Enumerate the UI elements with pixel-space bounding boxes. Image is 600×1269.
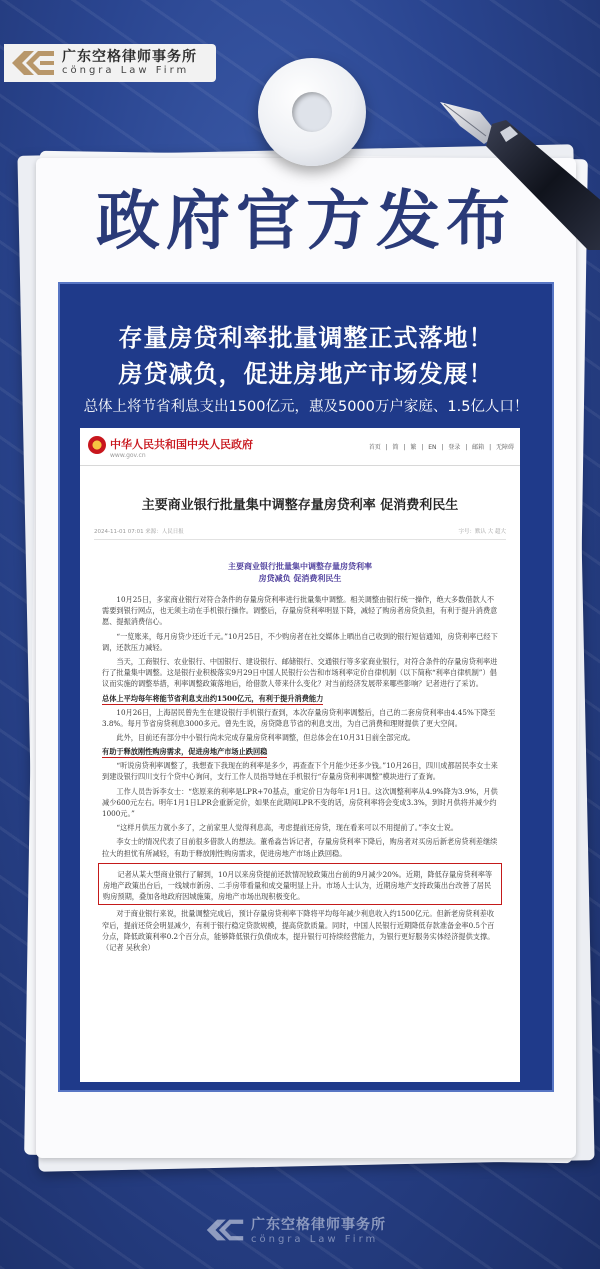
paragraph: 李女士的情况代表了目前很多借款人的想法。董希淼告诉记者，存量房贷利率下降后，购房者对买房后新老房贷利差继续拉大的担忧有所减轻，有助于释放刚性购房需求，促进房地产市场止跌回稳。 (102, 837, 498, 858)
panel-title-line-2: 房贷减负，促进房地产市场发展！ (118, 360, 494, 388)
paragraph: “听说房贷利率调整了，我想查下我现在的利率是多少，再查查下个月能少还多少钱。”10月26日，四川成都居民李女士来到建设银行四川支行个贷中心询问，支行工作人员指导她在手机银行“存量房贷利率调整”模块进行了查询。 (102, 761, 498, 782)
panel-summary: 总体上将节省利息支出1500亿元，惠及5000万户家庭、1.5亿人口！ (83, 399, 529, 415)
site-name: 中华人民共和国中央人民政府 (110, 438, 253, 451)
article-subtitle (80, 560, 520, 584)
article-title: 主要商业银行批量集中调整存量房贷利率 促消费利民生 (141, 498, 459, 513)
article-source: 2024-11-01 07:01 来源：人民日报 (94, 529, 184, 535)
headline: 政府官方发布 (96, 185, 516, 259)
news-article-screenshot (80, 428, 520, 1082)
logo-mark-icon (10, 48, 56, 78)
footer-logo (205, 1214, 386, 1245)
brand-logo (4, 44, 216, 82)
paragraph: “这样月供压力就小多了，之前家里人觉得利息高，考虑提前还房贷，现在看来可以不用提前了。”李女士说。 (116, 823, 458, 833)
site-nav[interactable]: 首页 | 简 | 繁 | EN | 登录 | 邮箱 | 无障碍 (368, 444, 514, 451)
font-size-options[interactable]: 字号：默认 大 超大 (458, 529, 506, 535)
site-header (80, 428, 520, 466)
highlight-heading-text: 总体上平均每年将能节省利息支出约1500亿元，有利于提升消费能力 (102, 693, 324, 703)
paragraph: 此外，目前还有部分中小银行尚未完成存量房贷利率调整，但总体会在10月31日前全部完成。 (116, 733, 415, 743)
paragraph: 10月25日，多家商业银行对符合条件的存量房贷利率进行批量集中调整。相关调整由银行统一操作，绝大多数借款人不需要到银行网点，也无须主动在手机银行操作。调整后，存量房贷利率明显下降，减轻了购房者房贷负担，有利于提升消费意愿、提振消费信心。 (102, 595, 498, 627)
brand-name-cn: 广东空格律师事务所 (62, 49, 197, 65)
highlight-heading (102, 694, 498, 704)
highlight-heading (102, 747, 498, 757)
paragraph: 记者从某大型商业银行了解到，10月以来房贷提前还款情况较政策出台前的9月减少20%。近期，降低存量房贷利率等房地产政策出台后，一线城市新房、二手房带看量和成交量明显上升。市场人士认为，近期房地产支持政策出台改善了居民购房预期，叠加各地政府因城施策，房地产市场出现积极变化。 (103, 869, 493, 902)
panel-title-line-1: 存量房贷利率批量调整正式落地！ (118, 324, 494, 352)
footer-brand-name-en: cöngra Law Firm (251, 1234, 379, 1245)
paragraph: 对于商业银行来说，批量调整完成后，预计存量房贷利率下降将平均每年减少利息收入约1500亿元。但新老房贷利差收窄后，提前还贷会明显减少，有利于银行稳定贷款规模，提高贷款质量。同时，中国人民银行近期降低存款准备金率0.5个百分点，降低政策利率0.2个百分点，能够降低银行负债成本，提升银行可持续经营能力，为银行更好服务实体经济提供支撑。（记者 吴秋余） (102, 909, 495, 953)
paragraph: 工作人员告诉李女士：“您原来的利率是LPR+70基点，重定价日为每年1月1日。这次调整利率从4.9%降为3.9%，月供减少600元左右。明年1月1日LPR会重新定价，如果在此期间LPR不变的话，房贷利率将会变成3.3%，到时月供将并减少约1000元。” (102, 786, 498, 819)
article-meta (80, 527, 520, 535)
article-subtitle-line-1: 主要商业银行批量集中调整存量房贷利率 (228, 561, 372, 571)
paragraph: “一览账来，每月房贷少还近千元。”10月25日，不少购房者在社交媒体上晒出自己收到的银行短信通知，房贷利率已经下调，还款压力减轻。 (102, 631, 498, 652)
logo-mark-icon (205, 1217, 245, 1243)
divider (94, 539, 506, 540)
site-url: www.gov.cn (110, 452, 146, 459)
pushpin-icon (258, 58, 366, 166)
brand-name-en: cöngra Law Firm (62, 65, 190, 76)
footer-brand-name-cn: 广东空格律师事务所 (251, 1217, 386, 1233)
article-subtitle-line-2: 房贷减负 促消费利民生 (258, 573, 342, 583)
national-emblem-icon (88, 436, 106, 454)
paragraph: 10月26日，上海居民曾先生在建设银行手机银行查到，本次存量房贷利率调整后，自己的二套房贷利率由4.45%下降至3.8%。每月节省房贷利息3000多元。曾先生说，房贷降息节省的利息支出，为自己消费和理财提供了更大空间。 (102, 707, 496, 728)
paragraph: 当天，工商银行、农业银行、中国银行、建设银行、邮储银行、交通银行等多家商业银行，对符合条件的存量房贷利率进行了批量集中调整。这是银行业积极落实9月29日中国人民银行公告和市场利率定价自律机制（以下简称“利率自律机制”）倡议而实施的调整举措，利率调整政策落地后，给借款人带来什么变化？对当前经济发展带来哪些影响？记者进行了采访。 (102, 657, 498, 689)
boxed-paragraph (98, 863, 502, 906)
highlight-heading-text: 有助于释放刚性购房需求，促进房地产市场止跌回稳 (102, 747, 268, 757)
